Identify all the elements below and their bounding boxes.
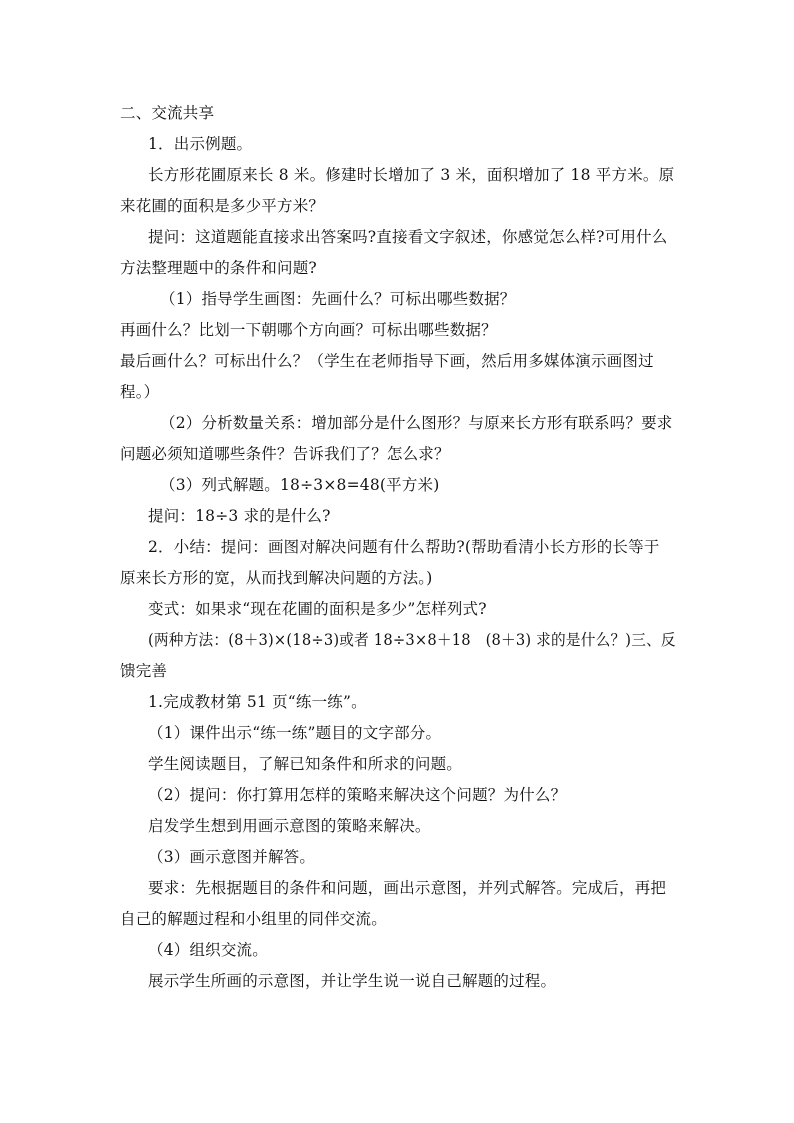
guide-drawing-line-2: 再画什么？比划一下朝哪个方向画？可标出哪些数据？ — [120, 321, 497, 339]
analyze-relation-line-1: （2）分析数量关系：增加部分是什么图形？与原来长方形有联系吗？要求 — [160, 414, 673, 432]
practice-substep-2-detail: 启发学生想到用画示意图的策略来解决。 — [148, 817, 431, 835]
analyze-relation-line-2: 问题必须知道哪些条件？告诉我们了？怎么求？ — [120, 445, 450, 463]
guide-drawing-line-1: （1）指导学生画图：先画什么？可标出哪些数据？ — [160, 290, 516, 308]
practice-substep-4: （4）组织交流。 — [148, 941, 268, 959]
practice-substep-3: （3）画示意图并解答。 — [148, 848, 316, 866]
practice-substep-2: （2）提问：你打算用怎样的策略来解决这个问题？为什么？ — [148, 786, 567, 804]
variation-question: 变式：如果求“现在花圃的面积是多少”怎样列式? — [148, 600, 487, 618]
example-problem-line-2: 来花圃的面积是多少平方米？ — [120, 197, 325, 215]
question-line-1: 提问：这道题能直接求出答案吗?直接看文字叙述，你感觉怎么样?可用什么 — [148, 228, 668, 246]
variation-methods-line-1: (两种方法：(8＋3)×(18÷3)或者 18÷3×8＋18 (8＋3) 求的是什么？)三、反 — [148, 631, 676, 649]
example-problem-line-1: 长方形花圃原来长 8 米。修建时长增加了 3 米，面积增加了 18 平方米。原 — [148, 166, 675, 184]
practice-substep-1-detail: 学生阅读题目，了解已知条件和所求的问题。 — [148, 755, 463, 773]
question-line-2: 方法整理题中的条件和问题? — [120, 259, 317, 277]
variation-methods-line-2: 馈完善 — [120, 662, 168, 680]
summary-line-1: 2．小结：提问：画图对解决问题有什么帮助?(帮助看清小长方形的长等于 — [148, 538, 660, 556]
practice-requirement-line-1: 要求：先根据题目的条件和问题，画出示意图，并列式解答。完成后，再把 — [148, 879, 667, 897]
practice-substep-4-detail: 展示学生所画的示意图，并让学生说一说自己解题的过程。 — [148, 972, 557, 990]
step-show-example: 1．出示例题。 — [148, 135, 253, 153]
practice-requirement-line-2: 自己的解题过程和小组里的同伴交流。 — [120, 910, 387, 928]
equation-step: （3）列式解题。18÷3×8=48(平方米) — [160, 476, 440, 494]
section-heading-exchange: 二、交流共享 — [120, 104, 215, 122]
summary-line-2: 原来长方形的宽，从而找到解决问题的方法。) — [120, 569, 433, 587]
equation-question: 提问：18÷3 求的是什么? — [148, 507, 331, 525]
guide-drawing-line-4: 程。） — [120, 383, 160, 401]
guide-drawing-line-3: 最后画什么？可标出什么？（学生在老师指导下画，然后用多媒体演示画图过 — [120, 352, 654, 370]
practice-substep-1: （1）课件出示“练一练”题目的文字部分。 — [148, 724, 442, 742]
practice-step-1: 1.完成教材第 51 页“练一练”。 — [148, 693, 367, 711]
